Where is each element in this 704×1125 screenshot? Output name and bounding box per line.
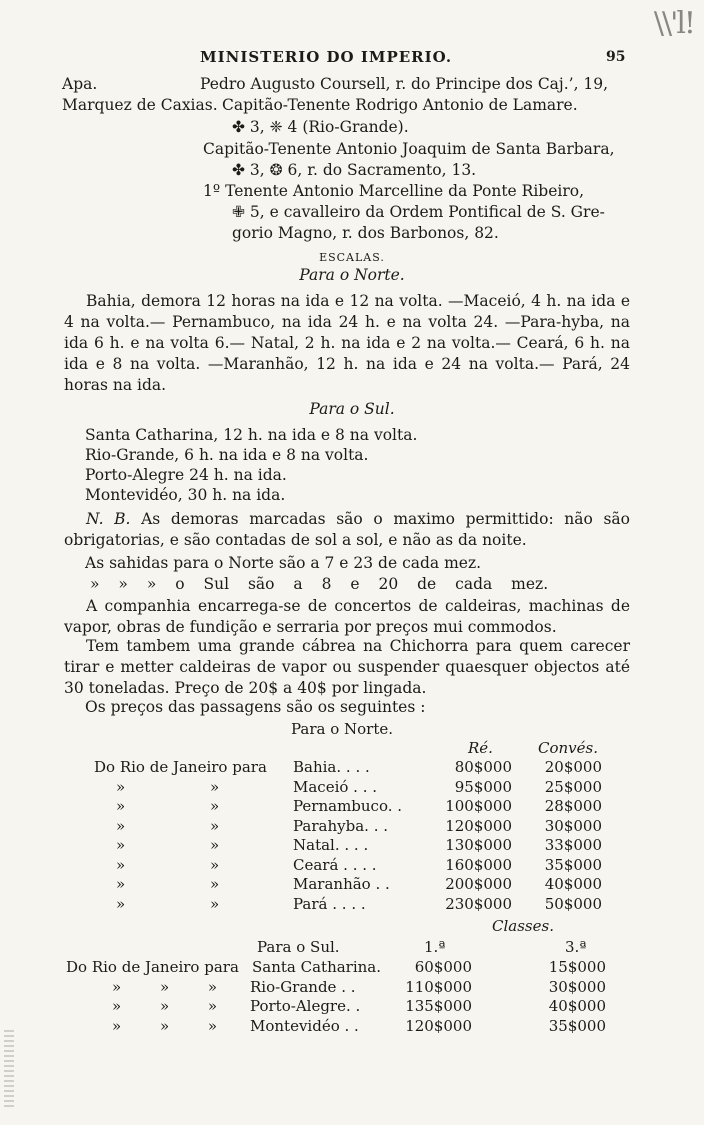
fare-origin: » » » (112, 997, 218, 1015)
fare-destination: Maceió . . . (293, 777, 378, 796)
fare-destination: Porto-Alegre. . (250, 997, 361, 1015)
col-header-1a: 1.ª (424, 938, 446, 956)
ship-name: Apa. (62, 75, 98, 93)
escala-sul-line: Porto-Alegre 24 h. na ida. (85, 466, 287, 484)
fare-destination: Santa Catharina. (252, 958, 382, 976)
subheading-norte: Para o Norte. (299, 266, 405, 284)
fare-1a: 60$000 (414, 958, 472, 976)
fare-conves: 25$000 (544, 777, 602, 796)
fare-origin: » » (116, 836, 220, 854)
fare-re: 130$000 (445, 836, 512, 854)
nb-label: N. B. (86, 510, 131, 528)
precos-intro: Os preços das passagens são os seguintes : (85, 698, 426, 716)
nb-text: As demoras marcadas são o maximo permittido: não são obrigatorias, e são contadas de sol a sol, e não as da noite. (64, 510, 630, 549)
officer-line: ✙ 5, e cavalleiro da Ordem Pontifical de S. Gre- (232, 203, 605, 221)
fare-origin: » » » (112, 1016, 218, 1035)
officer-line: 1º Tenente Antonio Marcelline da Ponte Ribeiro, (203, 182, 584, 200)
fare-origin: Do Rio de Janeiro para (94, 758, 267, 776)
officer-line: gorio Magno, r. dos Barbonos, 82. (232, 224, 499, 242)
fare-origin: » » (116, 816, 220, 835)
escala-sul-line: Montevidéo, 30 h. na ida. (85, 486, 286, 504)
fare-destination: Pará . . . . (293, 894, 366, 913)
fare-1a: 110$000 (405, 977, 472, 996)
fare-re: 95$000 (454, 777, 512, 796)
sahidas-norte: As sahidas para o Norte são a 7 e 23 de cada mez. (85, 554, 482, 572)
col-header-conves: Convés. (538, 739, 598, 757)
fare-origin: » » (116, 855, 220, 874)
fare-destination: Parahyba. . . (293, 816, 388, 835)
fare-conves: 33$000 (544, 836, 602, 854)
corner-mark: \\'l! (653, 6, 694, 41)
officer-line: Pedro Augusto Coursell, r. do Principe dos Caj.’, 19, (200, 75, 609, 93)
fare-re: 120$000 (445, 816, 512, 835)
officer-line: Capitão-Tenente Antonio Joaquim de Santa Barbara, (203, 140, 615, 158)
fare-origin: » » » (112, 977, 218, 996)
page-number: 95 (606, 49, 626, 65)
fare-3a: 30$000 (548, 977, 606, 996)
fare-re: 160$000 (445, 855, 512, 874)
escalas-norte-text: Bahia, demora 12 horas na ida e 12 na volta. —Maceió, 4 h. na ida e 4 na volta.— Pernambuco, na ida 24 h. e na volta 24. —Para-hyba, na ida 6 h. e na volta 6.— Natal, 2 h. na ida e 2 na volta.— Ceará, 6 h. na ida e 8 na volta. —Maranhão, 12 h. na ida e 24 na volta.— Pará, 24 horas na ida. (64, 292, 630, 394)
escala-sul-line: Rio-Grande, 6 h. na ida e 8 na volta. (85, 446, 369, 464)
escala-sul-line: Santa Catharina, 12 h. na ida e 8 na volta. (85, 426, 418, 444)
fare-re: 200$000 (445, 875, 512, 893)
col-header-3a: 3.ª (565, 938, 587, 956)
fare-3a: 35$000 (548, 1016, 606, 1035)
fare-re: 100$000 (445, 797, 512, 815)
fare-destination: Ceará . . . . (293, 855, 377, 874)
page-title: MINISTERIO DO IMPERIO. (200, 48, 453, 66)
fare-conves: 40$000 (544, 875, 602, 893)
fare-destination: Bahia. . . . (293, 758, 370, 776)
fares-sul-heading: Para o Sul. (257, 938, 340, 956)
fare-1a: 135$000 (405, 997, 472, 1015)
companhia-text: A companhia encarrega-se de concertos de caldeiras, machinas de vapor, obras de fundição e serraria por preços mui commodos. (64, 597, 630, 636)
officer-line: ✤ 3, ❂ 6, r. do Sacramento, 13. (232, 161, 477, 179)
fare-destination: Rio-Grande . . (250, 977, 356, 996)
fare-3a: 40$000 (548, 997, 606, 1015)
col-header-re: Ré. (468, 739, 493, 757)
section-heading: ESCALAS. (319, 251, 385, 264)
fare-destination: Montevidéo . . (250, 1016, 359, 1035)
officer-line: ✤ 3, ❈ 4 (Rio-Grande). (232, 118, 409, 136)
fare-origin: » » (116, 894, 220, 913)
ship-name: Marquez de Caxias. (62, 96, 218, 114)
fares-norte-heading: Para o Norte. (290, 720, 394, 738)
fare-conves: 35$000 (544, 855, 602, 874)
fare-origin: » » (116, 777, 220, 796)
officer-line: Capitão-Tenente Rodrigo Antonio de Lamare. (222, 96, 578, 114)
fare-1a: 120$000 (405, 1016, 472, 1035)
fare-origin: » » (116, 875, 220, 893)
classes-label: Classes. (492, 917, 554, 935)
fare-3a: 15$000 (548, 958, 606, 976)
fare-conves: 20$000 (544, 758, 602, 776)
sahidas-sul: » » » o Sul são a 8 e 20 de cada mez. (90, 575, 549, 593)
fare-conves: 30$000 (544, 816, 602, 835)
fare-re: 80$000 (454, 758, 512, 776)
fare-origin: » » (116, 797, 220, 815)
cabrea-text: Tem tambem uma grande cábrea na Chichorra para quem carecer tirar e metter caldeiras de vapor ou suspender quaesquer objectos até 30 toneladas. Preço de 20$ a 40$ por lingada. (64, 637, 630, 697)
fare-destination: Maranhão . . (293, 875, 390, 893)
fare-destination: Natal. . . . (293, 836, 369, 854)
subheading-sul: Para o Sul. (309, 400, 395, 418)
fare-conves: 50$000 (544, 894, 602, 913)
fare-destination: Pernambuco. . (293, 797, 403, 815)
fare-re: 230$000 (445, 894, 512, 913)
fare-origin: Do Rio de Janeiro para (66, 958, 239, 976)
fare-conves: 28$000 (544, 797, 602, 815)
